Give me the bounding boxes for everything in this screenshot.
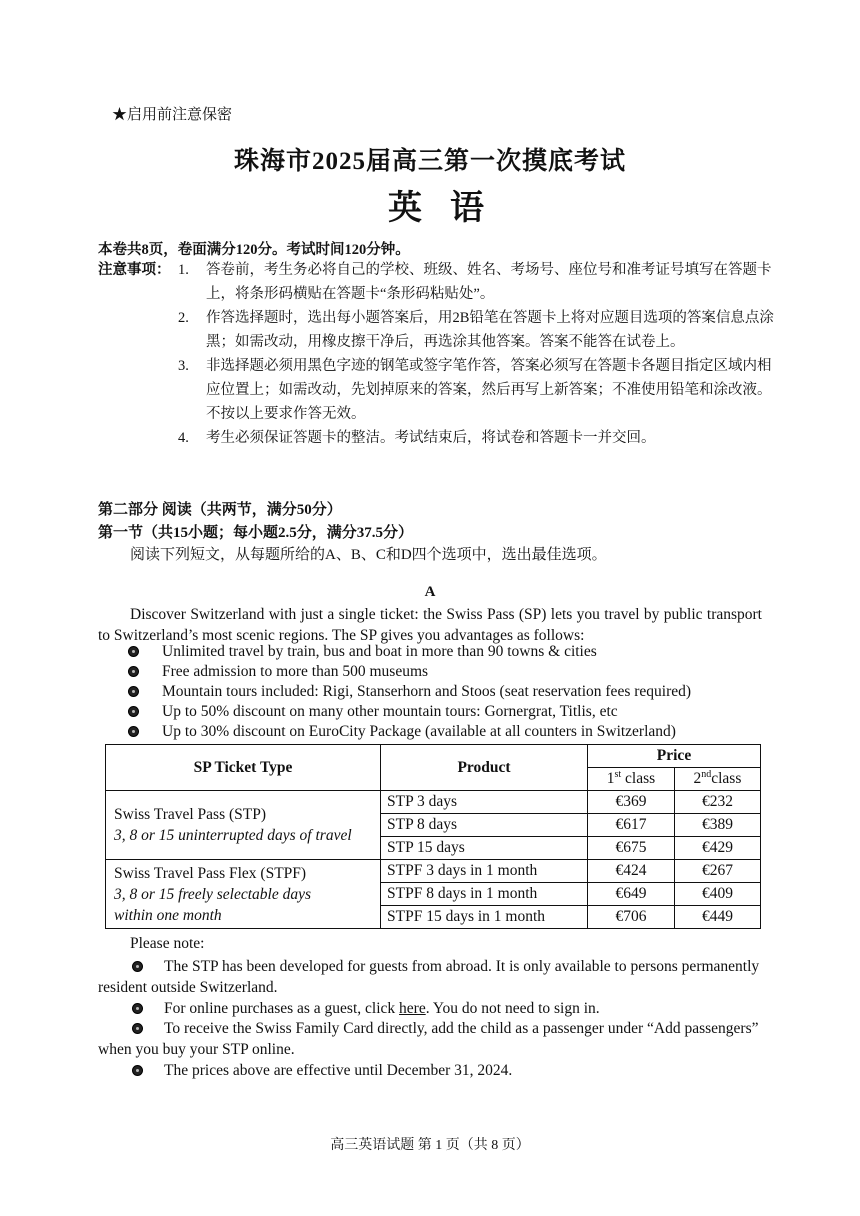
second-class-price: €429 bbox=[674, 837, 760, 860]
bullet-icon bbox=[128, 666, 139, 677]
list-item bbox=[128, 722, 691, 742]
note-text: To receive the Swiss Family Card directly, add the child as a passenger under “Add passengers” when you buy your STP online. bbox=[98, 1020, 759, 1058]
first-class-price: €706 bbox=[588, 906, 675, 929]
page-footer: 高三英语试题 第 1 页（共 8 页） bbox=[330, 1138, 530, 1153]
note-text: 考生必须保证答题卡的整洁。考试结束后，将试卷和答题卡一并交回。 bbox=[206, 430, 656, 446]
exam-summary: 本卷共8页，卷面满分120分。考试时间120分钟。 bbox=[98, 242, 410, 258]
subject-title: 英语 bbox=[388, 190, 512, 227]
note-paragraph bbox=[98, 998, 762, 1019]
bullet-icon bbox=[128, 646, 139, 657]
second-class-price: €449 bbox=[674, 906, 760, 929]
section-instruction: 阅读下列短文，从每题所给的A、B、C和D四个选项中，选出最佳选项。 bbox=[130, 547, 607, 563]
ticket-type-cell bbox=[106, 860, 381, 929]
passage-intro: Discover Switzerland with just a single ticket: the Swiss Pass (SP) lets you travel by public transport to Switzerland’s most scenic regions. The SP gives you advantages as follows: bbox=[98, 606, 762, 644]
note-paragraph bbox=[98, 1018, 762, 1060]
confidential-mark: ★启用前注意保密 bbox=[112, 107, 233, 123]
first-class-price: €649 bbox=[588, 883, 675, 906]
exam-notes bbox=[98, 258, 778, 450]
column-header-price: Price bbox=[588, 745, 761, 768]
ticket-type-desc: 3, 8 or 15 uninterrupted days of travel bbox=[114, 827, 352, 844]
list-item-text: Unlimited travel by train, bus and boat in more than 90 towns & cities bbox=[162, 643, 597, 660]
note-number: 1. bbox=[178, 262, 189, 278]
list-item bbox=[128, 662, 691, 682]
first-class-price: €675 bbox=[588, 837, 675, 860]
list-item bbox=[128, 642, 691, 662]
product-cell: STPF 8 days in 1 month bbox=[381, 883, 588, 906]
product-cell: STP 15 days bbox=[381, 837, 588, 860]
list-item-text: Free admission to more than 500 museums bbox=[162, 663, 429, 680]
second-class-price: €232 bbox=[674, 791, 760, 814]
bullet-icon bbox=[128, 726, 139, 737]
note-number: 4. bbox=[178, 430, 189, 446]
part-title: 第二部分 阅读（共两节，满分50分） bbox=[98, 502, 342, 518]
second-class-price: €409 bbox=[674, 883, 760, 906]
ticket-type-desc: within one month bbox=[114, 906, 222, 924]
note-text: The STP has been developed for guests from abroad. It is only available to persons permanently resident outside Switzerland. bbox=[98, 958, 760, 996]
list-item-text: Mountain tours included: Rigi, Stanserhorn and Stoos (seat reservation fees required) bbox=[162, 683, 692, 700]
first-class-price: €424 bbox=[588, 860, 675, 883]
bullet-icon bbox=[132, 961, 143, 972]
note-item bbox=[98, 354, 778, 426]
exam-title: 珠海市2025届高三第一次摸底考试 bbox=[233, 148, 626, 175]
list-item-text: Up to 30% discount on EuroCity Package (available at all counters in Switzerland) bbox=[162, 723, 676, 740]
note-text: For online purchases as a guest, click bbox=[164, 1000, 400, 1017]
note-number: 3. bbox=[178, 358, 189, 374]
column-header-type: SP Ticket Type bbox=[106, 745, 381, 791]
section-title: 第一节（共15小题；每小题2.5分，满分37.5分） bbox=[98, 525, 414, 541]
bullet-icon bbox=[128, 706, 139, 717]
note-paragraph bbox=[98, 956, 762, 998]
ticket-type-cell bbox=[106, 791, 381, 860]
here-link[interactable]: here bbox=[399, 1000, 426, 1017]
product-cell: STPF 3 days in 1 month bbox=[381, 860, 588, 883]
table-row bbox=[106, 791, 761, 814]
bullet-icon bbox=[128, 686, 139, 697]
first-class-price: €369 bbox=[588, 791, 675, 814]
note-number: 2. bbox=[178, 310, 189, 326]
bullet-icon bbox=[132, 1003, 143, 1014]
list-item bbox=[128, 682, 691, 702]
product-cell: STPF 15 days in 1 month bbox=[381, 906, 588, 929]
note-text: 答卷前，考生务必将自己的学校、班级、姓名、考场号、座位号和准考证号填写在答题卡上，将条形码横贴在答题卡“条形码粘贴处”。 bbox=[206, 262, 772, 302]
ticket-type-desc: 3, 8 or 15 freely selectable days bbox=[114, 885, 311, 903]
note-text: . You do not need to sign in. bbox=[425, 1000, 600, 1017]
bullet-icon bbox=[132, 1023, 143, 1034]
ticket-type-name: Swiss Travel Pass Flex (STPF) bbox=[114, 864, 307, 882]
price-table bbox=[105, 744, 761, 929]
note-text: The prices above are effective until December 31, 2024. bbox=[164, 1062, 513, 1079]
column-header-second-class: 2ndclass bbox=[674, 768, 760, 791]
notes-label: 注意事项： bbox=[98, 262, 171, 278]
advantages-list bbox=[128, 642, 691, 742]
note-item bbox=[98, 306, 778, 354]
note-item bbox=[98, 426, 778, 450]
please-note-label: Please note: bbox=[130, 935, 205, 952]
ticket-type-name: Swiss Travel Pass (STP) bbox=[114, 806, 267, 823]
product-cell: STP 8 days bbox=[381, 814, 588, 837]
product-cell: STP 3 days bbox=[381, 791, 588, 814]
second-class-price: €389 bbox=[674, 814, 760, 837]
table-row bbox=[106, 860, 761, 883]
bullet-icon bbox=[132, 1065, 143, 1076]
list-item bbox=[128, 702, 691, 722]
note-paragraph bbox=[98, 1060, 762, 1081]
list-item-text: Up to 50% discount on many other mountain tours: Gornergrat, Titlis, etc bbox=[162, 703, 618, 720]
note-item bbox=[98, 258, 778, 306]
column-header-product: Product bbox=[381, 745, 588, 791]
first-class-price: €617 bbox=[588, 814, 675, 837]
note-text: 非选择题必须用黑色字迹的钢笔或签字笔作答，答案必须写在答题卡各题目指定区域内相应位置上；如需改动，先划掉原来的答案，然后再写上新答案；不准使用铅笔和涂改液。不按以上要求作答无效。 bbox=[206, 358, 772, 422]
column-header-first-class: 1st class bbox=[588, 768, 675, 791]
passage-letter: A bbox=[424, 584, 436, 600]
second-class-price: €267 bbox=[674, 860, 760, 883]
note-text: 作答选择题时，选出每小题答案后，用2B铅笔在答题卡上将对应题目选项的答案信息点涂黑；如需改动，用橡皮擦干净后，再选涂其他答案。答案不能答在试卷上。 bbox=[206, 310, 774, 350]
